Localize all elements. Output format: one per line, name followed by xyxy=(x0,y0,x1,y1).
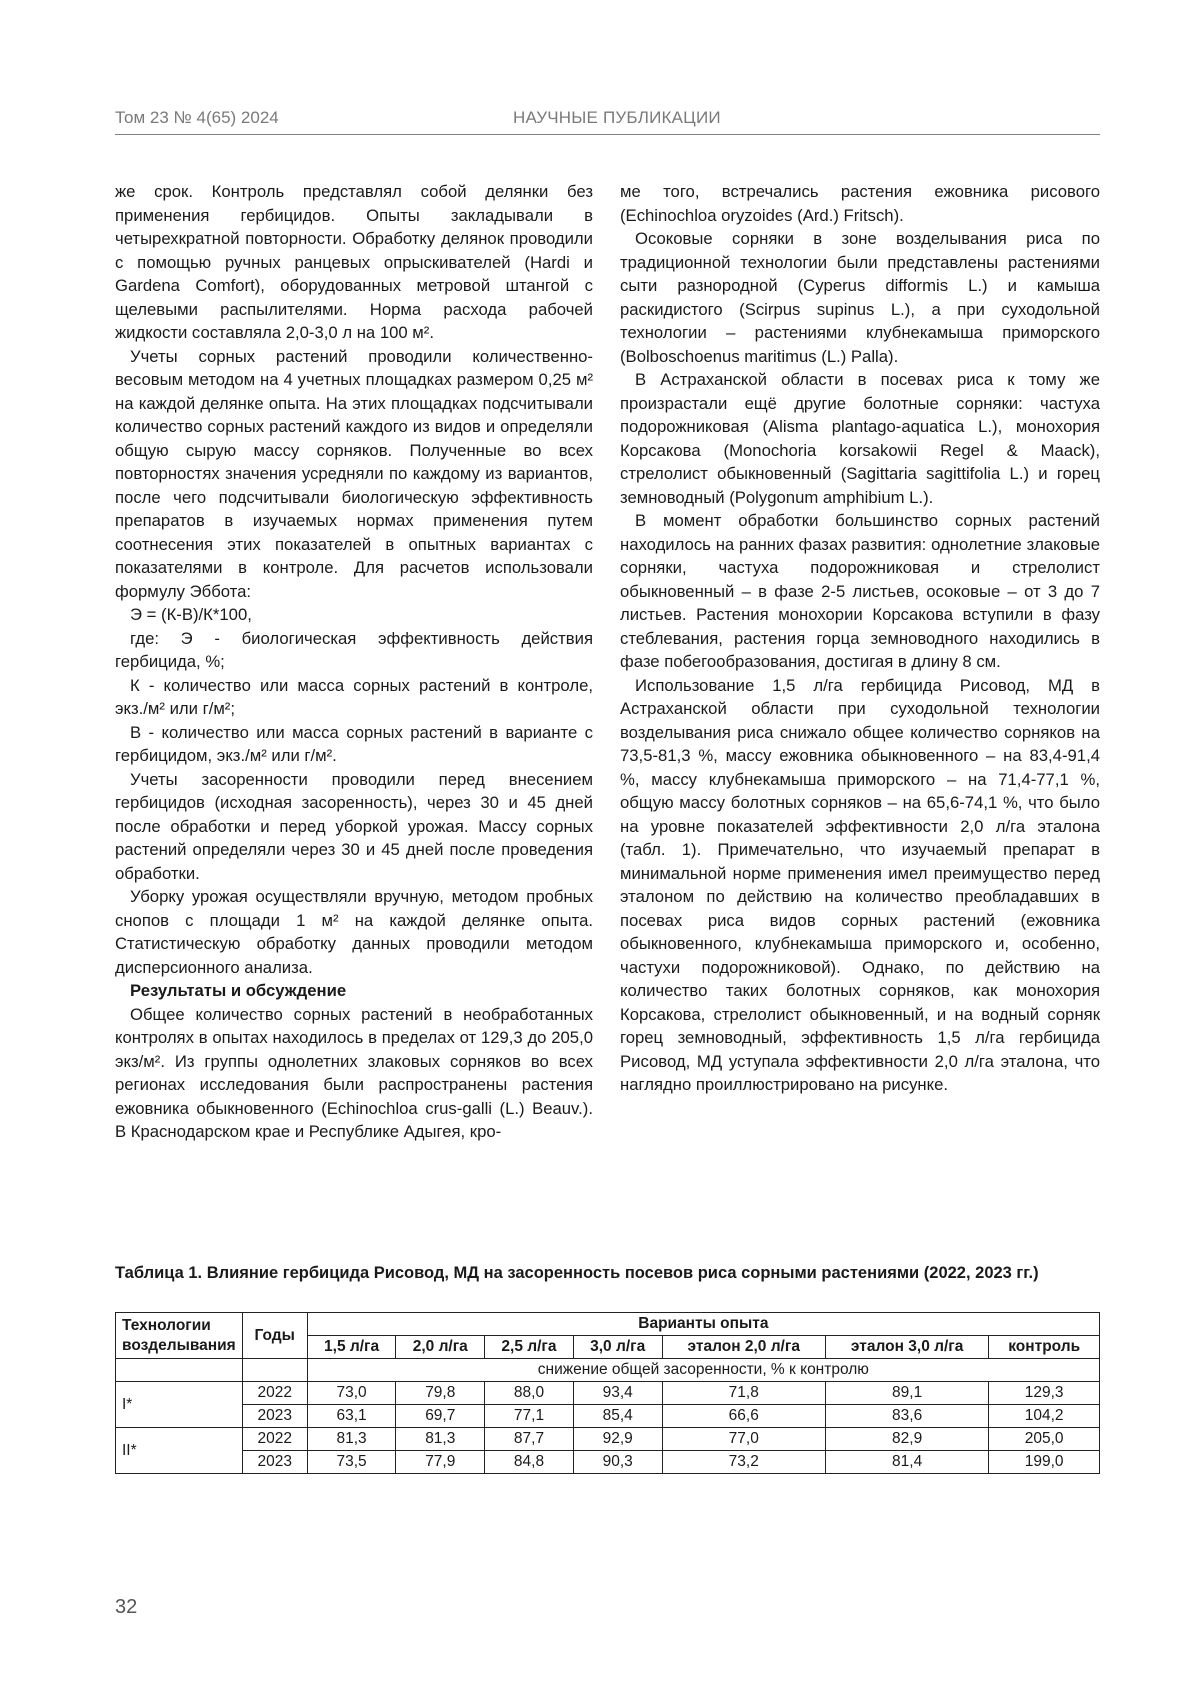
value-cell: 73,5 xyxy=(307,1451,396,1474)
year-cell: 2022 xyxy=(242,1428,307,1451)
value-cell: 87,7 xyxy=(485,1428,574,1451)
column-header: эталон 2,0 л/га xyxy=(662,1336,825,1359)
running-header xyxy=(115,104,1100,135)
formula: Э = (К-В)/К*100, xyxy=(130,605,252,624)
paragraph: ме того, встречались растения ежовника рисового (Echinochloa oryzoides (Ard.) Fritsch). xyxy=(620,182,1100,225)
paragraph: Использование 1,5 л/га гербицида Рисовод, МД в Астраханской области при суходольной технологии возделывания риса снижало общее количество сорняков на 73,5-81,3 %, массу ежовника обыкновенного – на 83,4-91,4 %, массу клубнекамыша приморского – на 71,4-77,1 %, общую массу болотных сорняков – на 65,6-74,1 %, что было на уровне показателей эффективности 2,0 л/га эталона (табл. 1). Примечательно, что изучаемый препарат в минимальной норме применения имел преимущество перед эталоном по действию на количество преобладавших в посевах риса видов сорных растений (ежовника обыкновенного, клубнекамыша приморского и, особенно, частухи подорожниковой). Однако, по действию на количество таких болотных сорняков, как монохория Корсакова, стрелолист обыкновенный, и на водный сорняк горец земноводный, эффективность 1,5 л/га гербицида Рисовод, МД уступала эффективности 2,0 л/га эталона, что наглядно проиллюстрировано на рисунке. xyxy=(620,675,1100,1094)
value-cell: 89,1 xyxy=(825,1382,988,1405)
span-label: снижение общей засоренности, % к контролю xyxy=(307,1359,1099,1382)
paragraph: Уборку урожая осуществляли вручную, методом пробных снопов с площади 1 м² на каждой делянке опыта. Статистическую обработку данных проводили методом дисперсионного анализа. xyxy=(115,887,593,977)
paragraph: В Астраханской области в посевах риса к тому же произрастали ещё другие болотные сорняки: частуха подорожниковая (Alisma plantago-aquatica L.), монохория Корсакова (Monochoria korsakowii Regel & Maack), стрелолист обыкновенный (Sagittaria sagittifolia L.) и горец земноводный (Polygonum amphibium L.). xyxy=(620,370,1100,507)
column-header: контроль xyxy=(989,1336,1100,1359)
value-cell: 73,2 xyxy=(662,1451,825,1474)
column-header: 2,0 л/га xyxy=(396,1336,485,1359)
tech-cell: I* xyxy=(116,1382,243,1428)
value-cell: 63,1 xyxy=(307,1405,396,1428)
table-span-row xyxy=(116,1359,1100,1382)
value-cell: 81,3 xyxy=(307,1428,396,1451)
paragraph: К - количество или масса сорных растений в контроле, экз./м² или г/м²; xyxy=(115,675,593,718)
paragraph: В момент обработки большинство сорных растений находилось на ранних фазах развития: однолетние злаковые сорняки, частуха подорожниковая и стрелолист обыкновенный – в фазе 2-5 листьев, осоковые – от 3 до 7 листьев. Растения монохории Корсакова вступили в фазу стеблевания, растения горца земноводного находились в фазе побегообразования, достигая в длину 8 см. xyxy=(620,511,1100,671)
tech-cell: II* xyxy=(116,1428,243,1474)
section-heading: Результаты и обсуждение xyxy=(130,981,347,1000)
table-row xyxy=(116,1451,1100,1474)
table-caption: Таблица 1. Влияние гербицида Рисовод, МД на засоренность посевов риса сорными растениями (2022, 2023 гг.) xyxy=(115,1264,1039,1282)
value-cell: 92,9 xyxy=(573,1428,662,1451)
value-cell: 88,0 xyxy=(485,1382,574,1405)
value-cell: 77,0 xyxy=(662,1428,825,1451)
value-cell: 77,1 xyxy=(485,1405,574,1428)
value-cell: 93,4 xyxy=(573,1382,662,1405)
value-cell: 81,4 xyxy=(825,1451,988,1474)
value-cell: 104,2 xyxy=(989,1405,1100,1428)
value-cell: 73,0 xyxy=(307,1382,396,1405)
table-row xyxy=(116,1428,1100,1451)
year-cell: 2023 xyxy=(242,1451,307,1474)
value-cell: 129,3 xyxy=(989,1382,1100,1405)
table-row xyxy=(116,1382,1100,1405)
value-cell: 84,8 xyxy=(485,1451,574,1474)
value-cell: 69,7 xyxy=(396,1405,485,1428)
value-cell: 71,8 xyxy=(662,1382,825,1405)
paragraph: В - количество или масса сорных растений в варианте с гербицидом, экз./м² или г/м². xyxy=(115,722,593,765)
empty-cell xyxy=(242,1359,307,1382)
variants-header: Варианты опыта xyxy=(307,1313,1099,1336)
column-header: 1,5 л/га xyxy=(307,1336,396,1359)
column-header: эталон 3,0 л/га xyxy=(825,1336,988,1359)
paragraph: Осоковые сорняки в зоне возделывания риса по традиционной технологии были представлены растениями сыти разнородной (Cyperus difformis L.) и камыша раскидистого (Scirpus supinus L.), а при суходольной технологии – растениями клубнекамыша приморского (Bolboschoenus maritimus (L.) Palla). xyxy=(620,229,1100,366)
empty-cell xyxy=(116,1359,243,1382)
value-cell: 66,6 xyxy=(662,1405,825,1428)
value-cell: 85,4 xyxy=(573,1405,662,1428)
journal-issue: Том 23 № 4(65) 2024 xyxy=(115,108,279,127)
paragraph: Общее количество сорных растений в необработанных контролях в опытах находилось в пределах от 129,3 до 205,0 экз/м². Из группы однолетних злаковых сорняков во всех регионах исследования были распространены растения ежовника обыкновенного (Echinochloa crus-galli (L.) Beauv.). В Краснодарском крае и Республике Адыгея, кро- xyxy=(115,1004,593,1141)
value-cell: 79,8 xyxy=(396,1382,485,1405)
value-cell: 81,3 xyxy=(396,1428,485,1451)
paragraph: где: Э - биологическая эффективность действия гербицида, %; xyxy=(115,628,593,671)
column-header: 3,0 л/га xyxy=(573,1336,662,1359)
value-cell: 90,3 xyxy=(573,1451,662,1474)
table-header-row xyxy=(116,1313,1100,1336)
results-table xyxy=(115,1312,1100,1474)
right-column xyxy=(620,180,1100,1097)
paragraph: Учеты засоренности проводили перед внесением гербицидов (исходная засоренность), через 30 и 45 дней после обработки и перед уборкой урожая. Массу сорных растений определяли через 30 и 45 дней после проведения обработки. xyxy=(115,769,593,883)
page-number: 32 xyxy=(115,1596,138,1618)
table-row xyxy=(116,1405,1100,1428)
year-cell: 2022 xyxy=(242,1382,307,1405)
value-cell: 205,0 xyxy=(989,1428,1100,1451)
years-header: Годы xyxy=(242,1313,307,1359)
tech-header: Технологии возделывания xyxy=(116,1313,243,1359)
paragraph: Учеты сорных растений проводили количественно-весовым методом на 4 учетных площадках размером 0,25 м² на каждой делянке опыта. На этих площадках подсчитывали количество сорных растений каждого из видов и определяли общую сырую массу сорняков. Полученные во всех повторностях значения усредняли по каждому из вариантов, после чего подсчитывали биологическую эффективность препаратов в изучаемых нормах применения путем соотнесения этих показателей в опытных вариантах с показателями в контроле. Для расчетов использовали формулу Эббота: xyxy=(115,346,593,601)
value-cell: 199,0 xyxy=(989,1451,1100,1474)
section-title: НАУЧНЫЕ ПУБЛИКАЦИИ xyxy=(513,108,721,127)
column-header: 2,5 л/га xyxy=(485,1336,574,1359)
value-cell: 77,9 xyxy=(396,1451,485,1474)
value-cell: 82,9 xyxy=(825,1428,988,1451)
left-column xyxy=(115,180,593,1144)
paragraph: же срок. Контроль представлял собой делянки без применения гербицидов. Опыты закладывали в четырехкратной повторности. Обработку делянок проводили с помощью ручных ранцевых опрыскивателей (Hardi и Gardena Comfort), оборудованных метровой штангой с щелевыми распылителями. Норма расхода рабочей жидкости составляла 2,0-3,0 л на 100 м². xyxy=(115,182,593,342)
value-cell: 83,6 xyxy=(825,1405,988,1428)
year-cell: 2023 xyxy=(242,1405,307,1428)
